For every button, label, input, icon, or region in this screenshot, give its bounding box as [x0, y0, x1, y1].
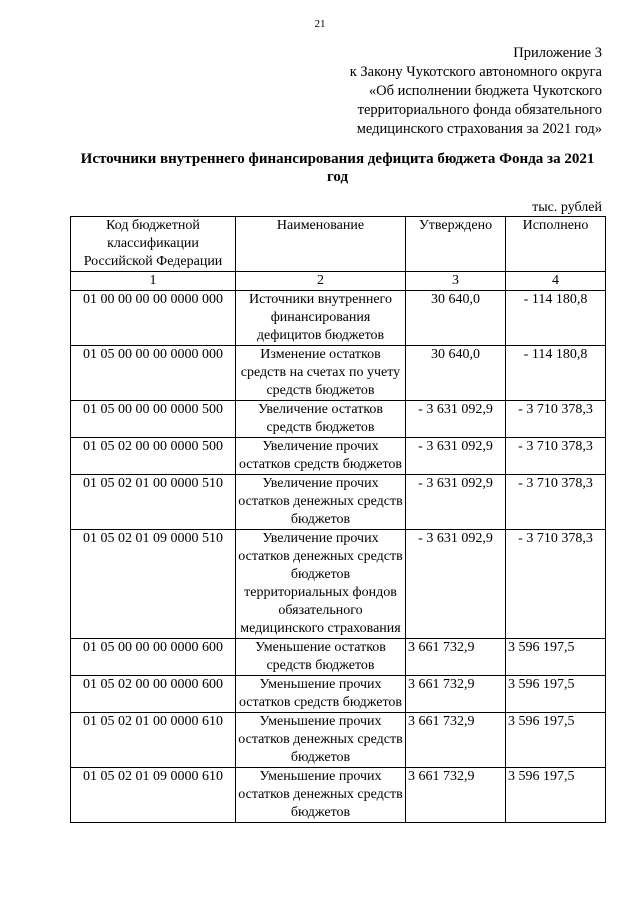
cell-code: 01 05 00 00 00 0000 500 — [71, 401, 236, 438]
cell-approved: 3 661 732,9 — [406, 713, 506, 768]
cell-name: Увеличение остатков средств бюджетов — [236, 401, 406, 438]
cell-name: Увеличение прочих остатков средств бюджетов — [236, 438, 406, 475]
cell-approved: - 3 631 092,9 — [406, 475, 506, 530]
cell-name: Уменьшение прочих остатков денежных средств бюджетов — [236, 768, 406, 823]
cell-name: Уменьшение остатков средств бюджетов — [236, 639, 406, 676]
table-row — [71, 530, 606, 639]
cell-code: 01 00 00 00 00 0000 000 — [71, 291, 236, 346]
cell-executed: - 114 180,8 — [506, 291, 606, 346]
cell-code: 01 05 02 01 09 0000 610 — [71, 768, 236, 823]
page-number: 21 — [314, 18, 326, 30]
table-row — [71, 346, 606, 401]
header-code: Код бюджетной классификации Российской Федерации — [71, 217, 236, 272]
column-number-row — [71, 272, 606, 291]
cell-approved: 3 661 732,9 — [406, 639, 506, 676]
sources-table — [70, 216, 606, 823]
cell-executed: - 114 180,8 — [506, 346, 606, 401]
table-row — [71, 768, 606, 823]
cell-approved: 30 640,0 — [406, 291, 506, 346]
cell-code: 01 05 02 01 00 0000 510 — [71, 475, 236, 530]
cell-approved: 3 661 732,9 — [406, 768, 506, 823]
appendix-header — [282, 44, 602, 139]
cell-approved: - 3 631 092,9 — [406, 438, 506, 475]
column-number: 3 — [406, 272, 506, 291]
table-row — [71, 438, 606, 475]
document-title: Источники внутреннего финансирования дефицита бюджета Фонда за 2021 год — [80, 151, 595, 185]
cell-executed: - 3 710 378,3 — [506, 438, 606, 475]
cell-executed: - 3 710 378,3 — [506, 530, 606, 639]
header-name: Наименование — [236, 217, 406, 272]
table-row — [71, 401, 606, 438]
appendix-line: территориального фонда обязательного — [357, 102, 602, 118]
cell-executed: 3 596 197,5 — [506, 639, 606, 676]
table-row — [71, 291, 606, 346]
cell-executed: - 3 710 378,3 — [506, 475, 606, 530]
cell-code: 01 05 02 00 00 0000 600 — [71, 676, 236, 713]
cell-name: Уменьшение прочих остатков денежных средств бюджетов — [236, 713, 406, 768]
header-executed: Исполнено — [506, 217, 606, 272]
cell-executed: 3 596 197,5 — [506, 768, 606, 823]
cell-approved: - 3 631 092,9 — [406, 530, 506, 639]
cell-code: 01 05 02 01 09 0000 510 — [71, 530, 236, 639]
cell-executed: - 3 710 378,3 — [506, 401, 606, 438]
cell-approved: - 3 631 092,9 — [406, 401, 506, 438]
cell-name: Уменьшение прочих остатков средств бюджетов — [236, 676, 406, 713]
units-label: тыс. рублей — [532, 200, 602, 215]
appendix-line: к Закону Чукотского автономного округа — [349, 64, 602, 80]
cell-approved: 30 640,0 — [406, 346, 506, 401]
table-row — [71, 713, 606, 768]
table-row — [71, 639, 606, 676]
cell-code: 01 05 00 00 00 0000 600 — [71, 639, 236, 676]
appendix-line: медицинского страхования за 2021 год» — [356, 121, 602, 137]
column-number: 4 — [506, 272, 606, 291]
table-row — [71, 475, 606, 530]
cell-code: 01 05 02 01 00 0000 610 — [71, 713, 236, 768]
cell-approved: 3 661 732,9 — [406, 676, 506, 713]
cell-code: 01 05 00 00 00 0000 000 — [71, 346, 236, 401]
header-approved: Утверждено — [406, 217, 506, 272]
column-number: 1 — [71, 272, 236, 291]
appendix-line: «Об исполнении бюджета Чукотского — [368, 83, 602, 99]
column-number: 2 — [236, 272, 406, 291]
cell-executed: 3 596 197,5 — [506, 713, 606, 768]
cell-name: Источники внутреннего финансирования дефицитов бюджетов — [236, 291, 406, 346]
cell-code: 01 05 02 00 00 0000 500 — [71, 438, 236, 475]
cell-name: Изменение остатков средств на счетах по учету средств бюджетов — [236, 346, 406, 401]
appendix-line: Приложение 3 — [513, 45, 602, 61]
cell-executed: 3 596 197,5 — [506, 676, 606, 713]
table-row — [71, 676, 606, 713]
cell-name: Увеличение прочих остатков денежных средств бюджетов территориальных фондов обязательного медицинского страхования — [236, 530, 406, 639]
table-header-row — [71, 217, 606, 272]
cell-name: Увеличение прочих остатков денежных средств бюджетов — [236, 475, 406, 530]
